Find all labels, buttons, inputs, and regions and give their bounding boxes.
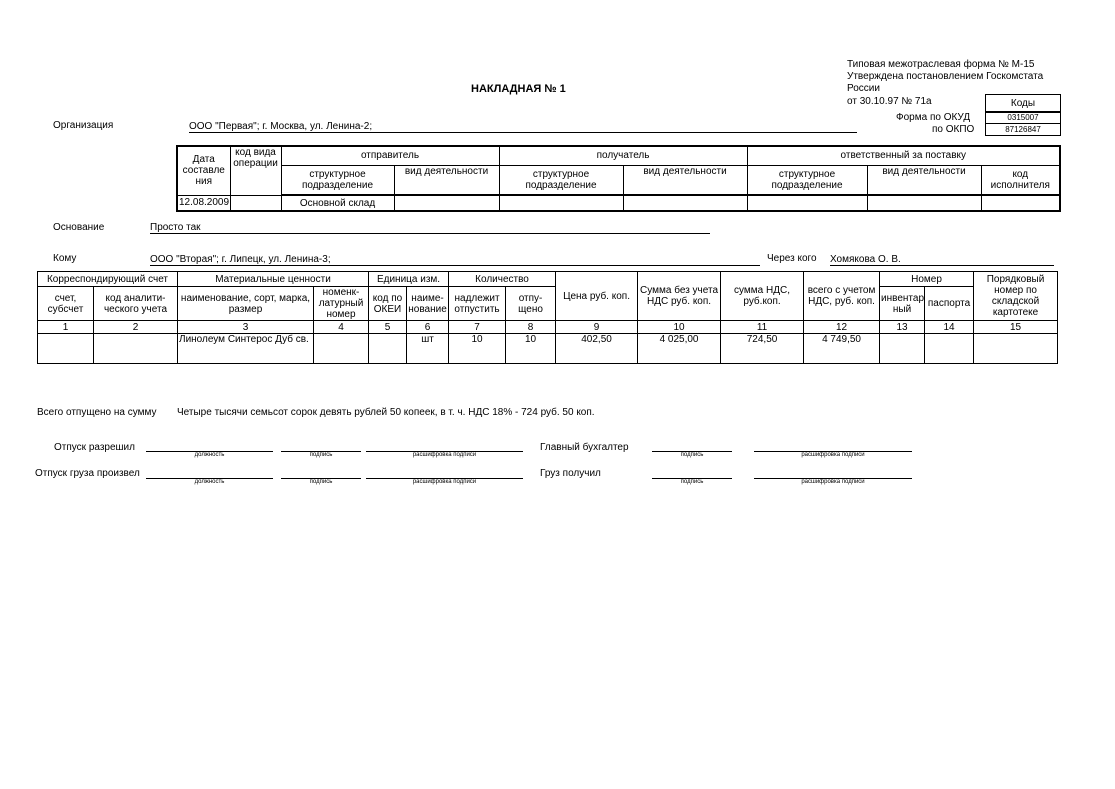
basis-label: Основание [53, 222, 105, 233]
position-caption: должность [194, 479, 225, 485]
col-number: 1 [38, 321, 94, 334]
number-header: Номер [880, 272, 974, 287]
responsible-struct-header: структурное подразделение [747, 165, 867, 195]
operation-code-header: код вида операции [230, 146, 281, 195]
executor-cell [981, 195, 1060, 211]
due-header: надлежит отпустить [449, 287, 506, 321]
okei-header: код по ОКЕИ [369, 287, 407, 321]
total-with-vat-header: всего с учетом НДС, руб. коп. [804, 272, 880, 321]
recipient-label: Кому [53, 253, 77, 264]
receiver-activity-header: вид деятельности [623, 165, 747, 195]
sender-activity-cell [394, 195, 499, 211]
signature-caption: подпись [680, 479, 704, 485]
inventory-cell [880, 334, 925, 364]
decoding-caption: расшифровка подписи [801, 452, 865, 458]
sum-no-vat-cell: 4 025,00 [638, 334, 721, 364]
account-header: счет, субсчет [38, 287, 94, 321]
due-cell: 10 [449, 334, 506, 364]
executor-header: код исполнителя [981, 165, 1060, 195]
position-caption: должность [194, 452, 225, 458]
page-title: НАКЛАДНАЯ № 1 [471, 83, 566, 95]
col-number: 11 [721, 321, 804, 334]
responsible-header: ответственный за поставку [747, 146, 1060, 165]
sender-header: отправитель [281, 146, 499, 165]
col-number: 3 [178, 321, 314, 334]
col-number: 15 [974, 321, 1058, 334]
sender-struct-cell: Основной склад [281, 195, 394, 211]
table-row [177, 195, 1060, 211]
form-approval-line: Утверждена постановлением Госкомстата [847, 71, 1044, 82]
total-released-label: Всего отпущено на сумму [37, 407, 157, 418]
col-number: 2 [94, 321, 178, 334]
release-made-label: Отпуск груза произвел [35, 468, 140, 479]
okei-cell [369, 334, 407, 364]
nomen-cell [314, 334, 369, 364]
name-header: наименование, сорт, марка, размер [178, 287, 314, 321]
goods-table [37, 271, 1058, 364]
analytic-header: код аналити- ческого учета [94, 287, 178, 321]
col-number: 14 [925, 321, 974, 334]
decoding-caption: расшифровка подписи [412, 479, 477, 485]
col-number: 6 [407, 321, 449, 334]
codes-header: Коды [1010, 98, 1036, 109]
receiver-struct-cell [499, 195, 623, 211]
column-numbers-row [38, 321, 1058, 334]
nomen-header: номенк- латурный номер [314, 287, 369, 321]
total-released-value: Четыре тысячи семьсот сорок девять рублей 50 копеек, в т. ч. НДС 18% - 724 руб. 50 коп. [177, 407, 595, 418]
receiver-activity-cell [623, 195, 747, 211]
col-number: 13 [880, 321, 925, 334]
col-number: 7 [449, 321, 506, 334]
col-number: 10 [638, 321, 721, 334]
unit-name-header: наиме- нование [407, 287, 449, 321]
sum-no-vat-header: Сумма без учета НДС руб. коп. [638, 272, 721, 321]
col-number: 5 [369, 321, 407, 334]
signature-caption: подпись [309, 479, 333, 485]
date-header: Дата составле ния [177, 146, 230, 195]
okpo-label: по ОКПО [932, 124, 975, 135]
okpo-code: 87126847 [1005, 125, 1041, 134]
responsible-activity-cell [867, 195, 981, 211]
released-header: отпу- щено [506, 287, 556, 321]
okud-label: Форма по ОКУД [896, 112, 971, 123]
account-cell [38, 334, 94, 364]
vat-header: сумма НДС, руб.коп. [721, 272, 804, 321]
responsible-struct-cell [747, 195, 867, 211]
basis-value: Просто так [150, 222, 710, 234]
inventory-header: инвентар ный [880, 287, 925, 321]
decoding-caption: расшифровка подписи [412, 452, 477, 458]
quantity-header: Количество [449, 272, 556, 287]
form-date-line: от 30.10.97 № 71а [847, 96, 932, 107]
chief-accountant-label: Главный бухгалтер [540, 442, 629, 453]
vat-cell: 724,50 [721, 334, 804, 364]
total-cell: 4 749,50 [804, 334, 880, 364]
ordinal-header: Порядковый номер по складской картотеке [974, 272, 1058, 321]
passport-header: паспорта [925, 287, 974, 321]
release-allowed-label: Отпуск разрешил [54, 442, 135, 453]
corr-account-header: Корреспондирующий счет [38, 272, 178, 287]
receiver-struct-header: структурное подразделение [499, 165, 623, 195]
form-country-line: России [847, 83, 880, 94]
signature-caption: подпись [309, 452, 333, 458]
okpo-code-box [985, 123, 1061, 136]
decoding-caption: расшифровка подписи [801, 479, 865, 485]
through-label: Через кого [767, 253, 817, 264]
col-number: 8 [506, 321, 556, 334]
receiver-header: получатель [499, 146, 747, 165]
recipient-value: ООО "Вторая"; г. Липецк, ул. Ленина-3; [150, 254, 760, 266]
col-number: 12 [804, 321, 880, 334]
material-header: Материальные ценности [178, 272, 369, 287]
parties-table [176, 145, 1061, 212]
date-cell: 12.08.2009 [177, 195, 230, 211]
sender-activity-header: вид деятельности [394, 165, 499, 195]
product-name-cell: Линолеум Синтерос Дуб св. [178, 334, 314, 364]
okud-code: 0315007 [1007, 113, 1039, 122]
operation-code-cell [230, 195, 281, 211]
price-header: Цена руб. коп. [556, 272, 638, 321]
col-number: 9 [556, 321, 638, 334]
analytic-cell [94, 334, 178, 364]
organization-value: ООО "Первая"; г. Москва, ул. Ленина-2; [189, 121, 857, 133]
responsible-activity-header: вид деятельности [867, 165, 981, 195]
organization-label: Организация [53, 120, 114, 131]
passport-cell [925, 334, 974, 364]
form-type-line: Типовая межотраслевая форма № М-15 [847, 59, 1035, 70]
signature-caption: подпись [680, 452, 704, 458]
cargo-received-label: Груз получил [540, 468, 601, 479]
ordinal-cell [974, 334, 1058, 364]
unit-header: Единица изм. [369, 272, 449, 287]
sender-struct-header: структурное подразделение [281, 165, 394, 195]
unit-cell: шт [407, 334, 449, 364]
released-cell: 10 [506, 334, 556, 364]
col-number: 4 [314, 321, 369, 334]
price-cell: 402,50 [556, 334, 638, 364]
through-value: Хомякова О. В. [830, 254, 1054, 266]
table-row [38, 334, 1058, 364]
